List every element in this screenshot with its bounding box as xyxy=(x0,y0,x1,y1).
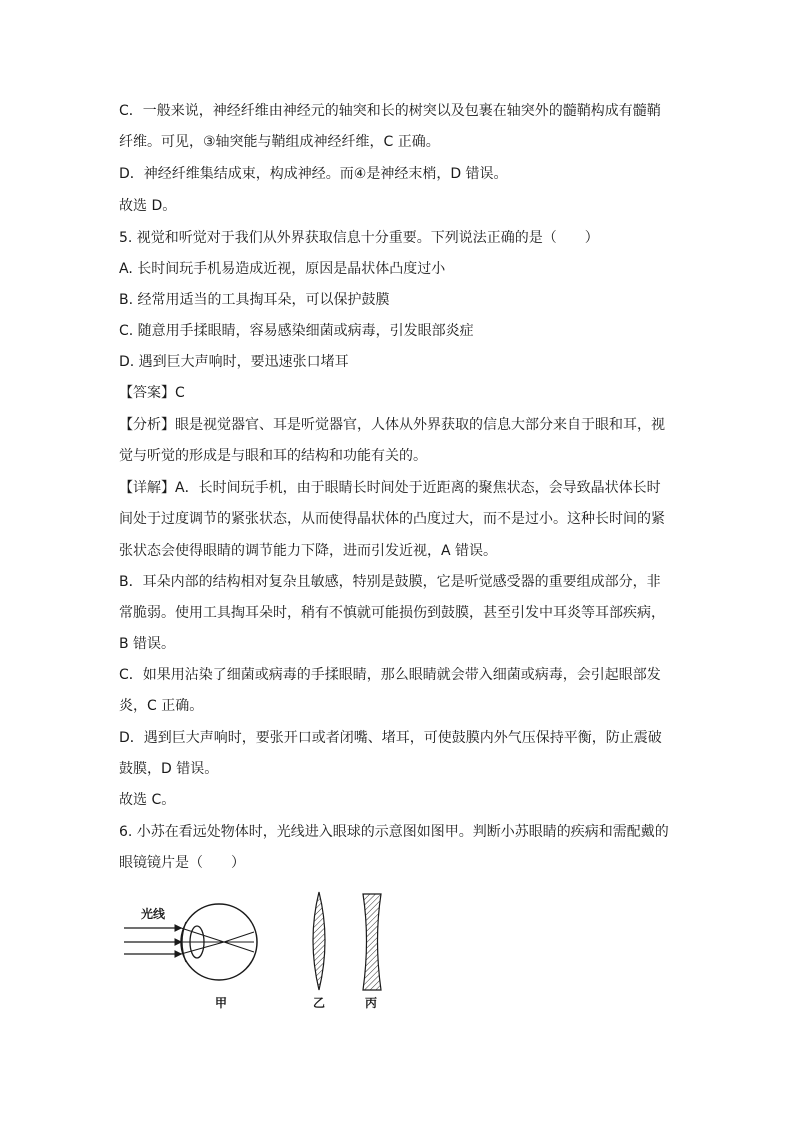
text-line: C．一般来说，神经纤维由神经元的轴突和长的树突以及包裹在轴突外的髓鞘构成有髓鞘 xyxy=(119,103,661,119)
text-line: 鼓膜，D 错误。 xyxy=(119,761,219,777)
eye-lens-figure xyxy=(119,890,399,1015)
text-line: 故选 C。 xyxy=(119,792,176,808)
text-line: 故选 D。 xyxy=(119,198,177,214)
text-line: 觉与听觉的形成是与眼和耳的结构和功能有关的。 xyxy=(119,448,427,464)
question-5-stem: 5. 视觉和听觉对于我们从外界获取信息十分重要。下列说法正确的是（ ） xyxy=(119,230,599,246)
label-jia: 甲 xyxy=(215,996,228,1010)
label-yi: 乙 xyxy=(313,996,326,1010)
option-b: B. 经常用适当的工具掏耳朵，可以保护鼓膜 xyxy=(119,292,390,308)
answer-line: 【答案】C xyxy=(119,385,185,401)
text-line: D．神经纤维集结成束，构成神经。而④是神经末梢，D 错误。 xyxy=(119,166,508,182)
convex-lens xyxy=(313,892,325,990)
text-line: 纤维。可见，③轴突能与鞘组成神经纤维，C 正确。 xyxy=(119,134,440,150)
text-line: B．耳朵内部的结构相对复杂且敏感，特别是鼓膜，它是听觉感受器的重要组成部分，非 xyxy=(119,574,661,590)
option-c: C. 随意用手揉眼睛，容易感染细菌或病毒，引发眼部炎症 xyxy=(119,323,474,339)
text-line: 常脆弱。使用工具掏耳朵时，稍有不慎就可能损伤到鼓膜，甚至引发中耳炎等耳部疾病， xyxy=(119,605,665,621)
option-d: D. 遇到巨大声响时，要迅速张口堵耳 xyxy=(119,354,349,370)
text-line: 眼镜镜片是（ ） xyxy=(119,855,245,871)
option-a: A. 长时间玩手机易造成近视，原因是晶状体凸度过小 xyxy=(119,261,446,277)
detail-line: 【详解】A．长时间玩手机，由于眼睛长时间处于近距离的聚焦状态，会导致晶状体长时 xyxy=(119,480,661,496)
text-line: 张状态会使得眼睛的调节能力下降，进而引发近视，A 错误。 xyxy=(119,543,498,559)
light-label: 光线 xyxy=(141,907,166,921)
text-line: C．如果用沾染了细菌或病毒的手揉眼睛，那么眼睛就会带入细菌或病毒，会引起眼部发 xyxy=(119,667,661,683)
text-line: 间处于过度调节的紧张状态，从而使得晶状体的凸度过大，而不是过小。这种长时间的紧 xyxy=(119,511,665,527)
analysis-line: 【分析】眼是视觉器官、耳是听觉器官，人体从外界获取的信息大部分来自于眼和耳，视 xyxy=(119,417,665,433)
text-line: D．遇到巨大声响时，要张开口或者闭嘴、堵耳，可使鼓膜内外气压保持平衡，防止震破 xyxy=(119,730,662,746)
text-line: B 错误。 xyxy=(119,636,176,652)
question-6-stem: 6. 小苏在看远处物体时，光线进入眼球的示意图如图甲。判断小苏眼睛的疾病和需配戴的 xyxy=(119,824,669,840)
label-bing: 丙 xyxy=(365,996,378,1010)
concave-lens xyxy=(363,894,381,990)
text-line: 炎，C 正确。 xyxy=(119,698,204,714)
